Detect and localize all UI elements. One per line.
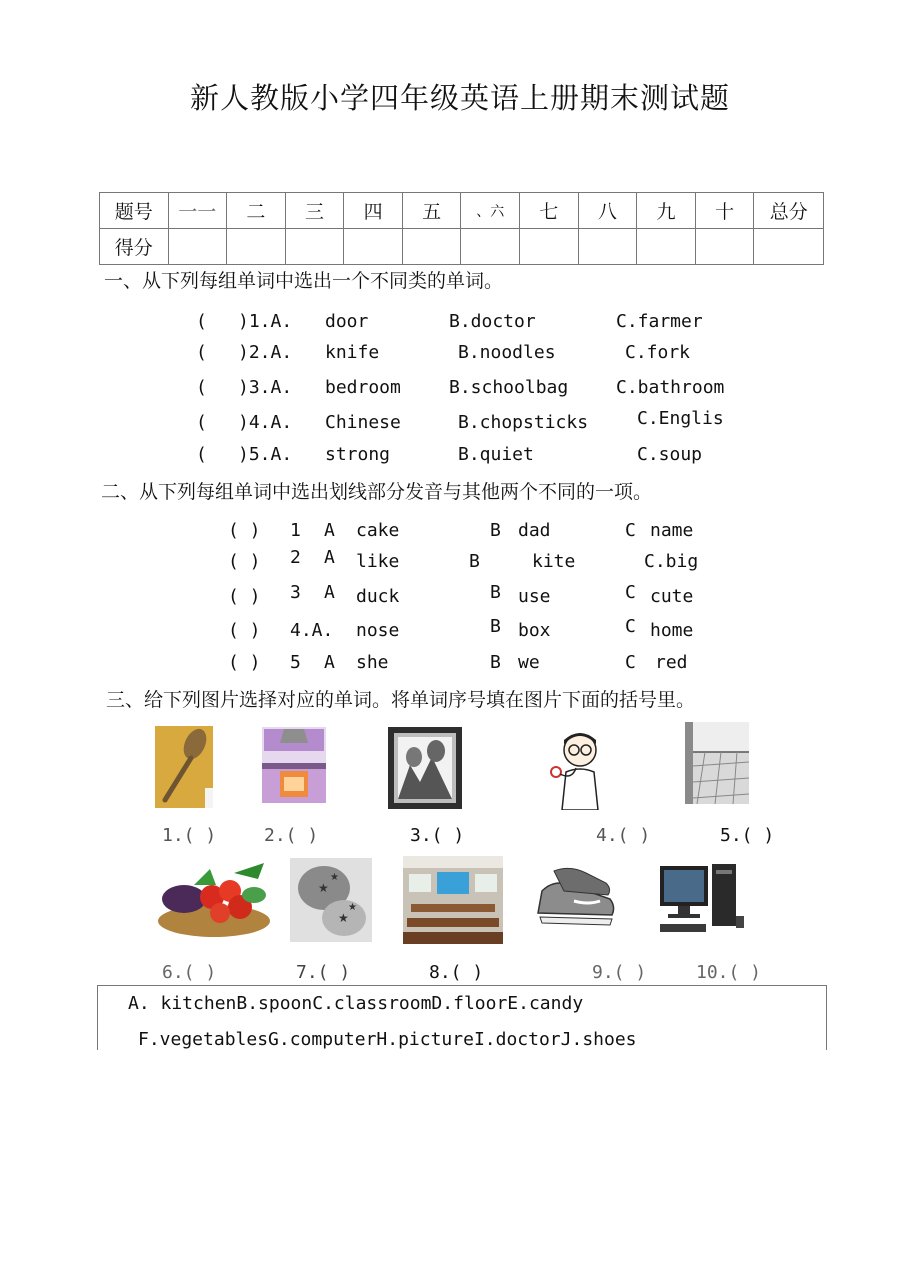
doctor-picture: [546, 726, 612, 810]
answer-bracket[interactable]: ( ): [228, 652, 261, 673]
score-cell[interactable]: [227, 229, 286, 265]
option-c-label: C: [625, 582, 636, 603]
option-b-label: B: [469, 551, 480, 572]
answer-bracket[interactable]: ( ): [228, 551, 261, 572]
option-c: home: [650, 620, 694, 641]
answer-bracket[interactable]: ( ): [228, 620, 261, 641]
answer-bracket[interactable]: (: [196, 444, 207, 465]
svg-text:★: ★: [338, 911, 349, 925]
option-a-label: A: [324, 547, 335, 568]
option-a-label: A: [324, 582, 335, 603]
table-cell: 、六: [461, 193, 520, 229]
table-cell: 八: [578, 193, 637, 229]
option-a: knife: [325, 342, 380, 363]
option-b: dad: [518, 520, 551, 541]
picture-answer-4[interactable]: 4.( ): [596, 825, 651, 846]
question-number: )3.A.: [238, 377, 293, 398]
section2-heading: 二、从下列每组单词中选出划线部分发音与其他两个不同的一项。: [101, 481, 653, 503]
picture-answer-7[interactable]: 7.( ): [296, 962, 351, 983]
option-a: strong: [325, 444, 391, 465]
option-a: nose: [356, 620, 400, 641]
question-number: 3: [290, 582, 301, 603]
picture-answer-5[interactable]: 5.( ): [720, 825, 775, 846]
option-b: B.chopsticks: [458, 412, 589, 433]
svg-text:★: ★: [330, 872, 339, 883]
picture-frame-picture: [388, 727, 462, 809]
table-cell: 总分: [754, 193, 824, 229]
answer-bracket[interactable]: ( ): [228, 520, 261, 541]
question-number: 5: [290, 652, 301, 673]
table-cell: 二: [227, 193, 286, 229]
score-cell[interactable]: [578, 229, 637, 265]
question-number: )1.A.: [238, 311, 293, 332]
option-a: duck: [356, 586, 400, 607]
table-cell: 九: [637, 193, 696, 229]
option-b-label: B: [490, 520, 501, 541]
question-number: )4.A.: [238, 412, 293, 433]
option-c: C.fork: [625, 342, 691, 363]
picture-answer-3[interactable]: 3.( ): [410, 825, 465, 846]
picture-answer-6[interactable]: 6.( ): [162, 962, 217, 983]
shoes-picture: [534, 861, 618, 929]
svg-text:★: ★: [348, 902, 357, 913]
option-a: cake: [356, 520, 400, 541]
score-cell[interactable]: [285, 229, 344, 265]
answer-bracket[interactable]: (: [196, 412, 207, 433]
picture-answer-10[interactable]: 10.( ): [696, 962, 762, 983]
kitchen-picture: [262, 727, 326, 803]
question-number: 1: [290, 520, 301, 541]
option-c: C.Englis: [637, 408, 724, 429]
option-a: bedroom: [325, 377, 401, 398]
table-cell: 十: [695, 193, 754, 229]
question-number: 2: [290, 547, 301, 568]
table-cell: 七: [520, 193, 579, 229]
option-c: C.farmer: [616, 311, 703, 332]
option-c-label: C: [625, 616, 636, 637]
option-b-label: B: [490, 652, 501, 673]
option-b-label: B: [490, 582, 501, 603]
option-b: B.noodles: [458, 342, 556, 363]
answer-bracket[interactable]: ( ): [228, 586, 261, 607]
word-bank-line-2: F.vegetablesG.computerH.pictureI.doctorJ.shoes: [138, 1029, 637, 1050]
option-b: B.quiet: [458, 444, 534, 465]
score-cell[interactable]: [168, 229, 227, 265]
table-cell: 一一: [168, 193, 227, 229]
picture-answer-9[interactable]: 9.( ): [592, 962, 647, 983]
score-cell[interactable]: [344, 229, 403, 265]
option-c-label: C: [625, 520, 636, 541]
floor-picture: [685, 722, 749, 804]
option-c: C.big: [644, 551, 699, 572]
option-b: B.schoolbag: [449, 377, 569, 398]
score-cell[interactable]: [402, 229, 461, 265]
option-b: we: [518, 652, 540, 673]
candy-picture: [290, 858, 372, 942]
option-b: B.doctor: [449, 311, 536, 332]
table-cell: 三: [285, 193, 344, 229]
table-cell: 四: [344, 193, 403, 229]
word-bank-line-1: A. kitchenB.spoonC.classroomD.floorE.candy: [128, 993, 584, 1014]
table-cell: 五: [402, 193, 461, 229]
question-number: 4.A.: [290, 620, 334, 641]
option-a: she: [356, 652, 389, 673]
option-c: red: [655, 652, 688, 673]
spoon-picture: [155, 726, 213, 808]
score-table: [99, 192, 824, 265]
option-a: Chinese: [325, 412, 401, 433]
score-cell[interactable]: [695, 229, 754, 265]
option-b: box: [518, 620, 551, 641]
option-a: door: [325, 311, 369, 332]
table-cell: 得分: [100, 229, 169, 265]
option-c-label: C: [625, 652, 636, 673]
question-number: )5.A.: [238, 444, 293, 465]
answer-bracket[interactable]: (: [196, 377, 207, 398]
picture-answer-1[interactable]: 1.( ): [162, 825, 217, 846]
option-a-label: A: [324, 520, 335, 541]
svg-text:★: ★: [318, 881, 329, 895]
score-cell[interactable]: [520, 229, 579, 265]
answer-bracket[interactable]: (: [196, 342, 207, 363]
option-a-label: A: [324, 652, 335, 673]
option-b: use: [518, 586, 551, 607]
option-c: C.bathroom: [616, 377, 725, 398]
picture-answer-2[interactable]: 2.( ): [264, 825, 319, 846]
answer-bracket[interactable]: (: [196, 311, 207, 332]
question-number: )2.A.: [238, 342, 293, 363]
score-cell[interactable]: [754, 229, 824, 265]
option-b: kite: [532, 551, 576, 572]
computer-picture: [656, 860, 748, 940]
score-cell[interactable]: [637, 229, 696, 265]
page-title: 新人教版小学四年级英语上册期末测试题: [189, 81, 730, 115]
table-cell: 题号: [100, 193, 169, 229]
option-b-label: B: [490, 616, 501, 637]
picture-answer-8[interactable]: 8.( ): [429, 962, 484, 983]
vegetables-picture: [154, 855, 273, 941]
score-table-score-row: [100, 229, 824, 265]
option-c: C.soup: [637, 444, 703, 465]
score-table-header-row: [100, 193, 824, 229]
classroom-picture: [403, 856, 503, 944]
score-cell[interactable]: [461, 229, 520, 265]
option-c: cute: [650, 586, 694, 607]
option-a: like: [356, 551, 400, 572]
section1-heading: 一、从下列每组单词中选出一个不同类的单词。: [104, 270, 504, 292]
section3-heading: 三、给下列图片选择对应的单词。将单词序号填在图片下面的括号里。: [106, 689, 696, 711]
option-c: name: [650, 520, 694, 541]
